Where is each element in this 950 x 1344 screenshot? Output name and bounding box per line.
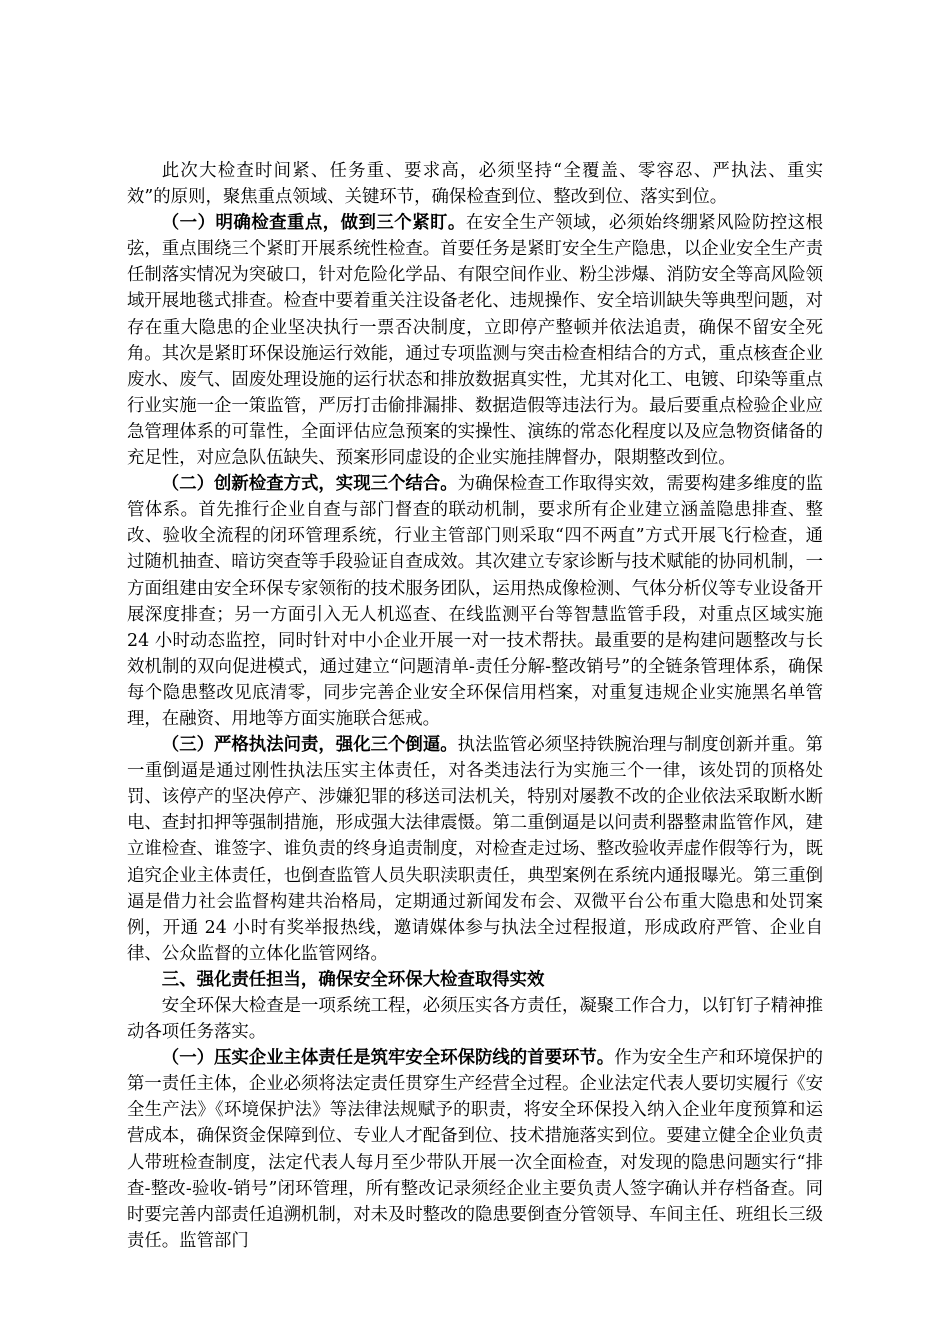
paragraph-section-intro (127, 993, 823, 1045)
paragraph-lead: （二）创新检查方式，实现三个结合。 (161, 474, 458, 495)
paragraph-lead: （一）压实企业主体责任是筑牢安全环保防线的首要环节。 (161, 1048, 615, 1069)
paragraph-method (127, 471, 823, 732)
document-page (127, 158, 823, 1254)
paragraph-focus (127, 210, 823, 471)
paragraph-text: 安全环保大检查是一项系统工程，必须压实各方责任，凝聚工作合力，以钉钉子精神推动各项任务落实。 (127, 996, 823, 1043)
paragraph-lead: （三）严格执法问责，强化三个倒逼。 (161, 735, 458, 756)
section-heading: 三、强化责任担当，确保安全环保大检查取得实效 (161, 969, 545, 990)
paragraph-text: 为确保检查工作取得实效，需要构建多维度的监管体系。首先推行企业自查与部门督查的联动机制，要求所有企业建立涵盖隐患排查、整改、验收全流程的闭环管理系统，行业主管部门则采取“四不两直”方式开展飞行检查，通过随机抽查、暗访突查等手段验证自查成效。其次建立专家诊断与技术赋能的协同机制，一方面组建由安全环保专家领衔的技术服务团队，运用热成像检测、气体分析仪等专业设备开展深度排查；另一方面引入无人机巡查、在线监测平台等智慧监管手段，对重点区域实施 24 小时动态监控，同时针对中小企业开展一对一技术帮扶。最重要的是构建问题整改与长效机制的双向促进模式，通过建立“问题清单-责任分解-整改销号”的全链条管理体系，确保每个隐患整改见底清零，同步完善企业安全环保信用档案，对重复违规企业实施黑名单管理，在融资、用地等方面实施联合惩戒。 (127, 474, 823, 729)
paragraph-enforcement (127, 732, 823, 967)
paragraph-text: 在安全生产领域，必须始终绷紧风险防控这根弦，重点围绕三个紧盯开展系统性检查。首要任务是紧盯安全生产隐患，以企业安全生产责任制落实情况为突破口，针对危险化学品、有限空间作业、粉尘涉爆、消防安全等高风险领域开展地毯式排查。检查中要着重关注设备老化、违规操作、安全培训缺失等典型问题，对存在重大隐患的企业坚决执行一票否决制度，立即停产整顿并依法追责，确保不留安全死角。其次是紧盯环保设施运行效能，通过专项监测与突击检查相结合的方式，重点核查企业废水、废气、固废处理设施的运行状态和排放数据真实性，尤其对化工、电镀、印染等重点行业实施一企一策监管，严厉打击偷排漏排、数据造假等违法行为。最后要重点检验企业应急管理体系的可靠性，全面评估应急预案的实操性、演练的常态化程度以及应急物资储备的充足性，对应急队伍缺失、预案形同虚设的企业实施挂牌督办，限期整改到位。 (127, 213, 823, 469)
paragraph-enterprise-responsibility (127, 1045, 823, 1254)
paragraph-text: 此次大检查时间紧、任务重、要求高，必须坚持“全覆盖、零容忍、严执法、重实效”的原则，聚焦重点领域、关键环节，确保检查到位、整改到位、落实到位。 (127, 161, 823, 208)
paragraph-intro (127, 158, 823, 210)
paragraph-lead: （一）明确检查重点，做到三个紧盯。 (161, 213, 466, 234)
paragraph-text: 作为安全生产和环境保护的第一责任主体，企业必须将法定责任贯穿生产经营全过程。企业法定代表人要切实履行《安全生产法》《环境保护法》等法律法规赋予的职责，将安全环保投入纳入企业年度预算和运营成本，确保资金保障到位、专业人才配备到位、技术措施落实到位。要建立健全企业负责人带班检查制度，法定代表人每月至少带队开展一次全面检查，对发现的隐患问题实行“排查-整改-验收-销号”闭环管理，所有整改记录须经企业主要负责人签字确认并存档备查。同时要完善内部责任追溯机制，对未及时整改的隐患要倒查分管领导、车间主任、班组长三级责任。监管部门 (127, 1048, 823, 1251)
paragraph-text: 执法监管必须坚持铁腕治理与制度创新并重。第一重倒逼是通过刚性执法压实主体责任，对各类违法行为实施三个一律，该处罚的顶格处罚、该停产的坚决停产、涉嫌犯罪的移送司法机关，特别对屡教不改的企业依法采取断水断电、查封扣押等强制措施，形成强大法律震慑。第二重倒逼是以问责利器整肃监管作风，建立谁检查、谁签字、谁负责的终身追责制度，对检查走过场、整改验收弄虚作假等行为，既追究企业主体责任，也倒查监管人员失职渎职责任，典型案例在系统内通报曝光。第三重倒逼是借力社会监督构建共治格局，定期通过新闻发布会、双微平台公布重大隐患和处罚案例，开通 24 小时有奖举报热线，邀请媒体参与执法全过程报道，形成政府严管、企业自律、公众监督的立体化监管网络。 (127, 735, 823, 964)
